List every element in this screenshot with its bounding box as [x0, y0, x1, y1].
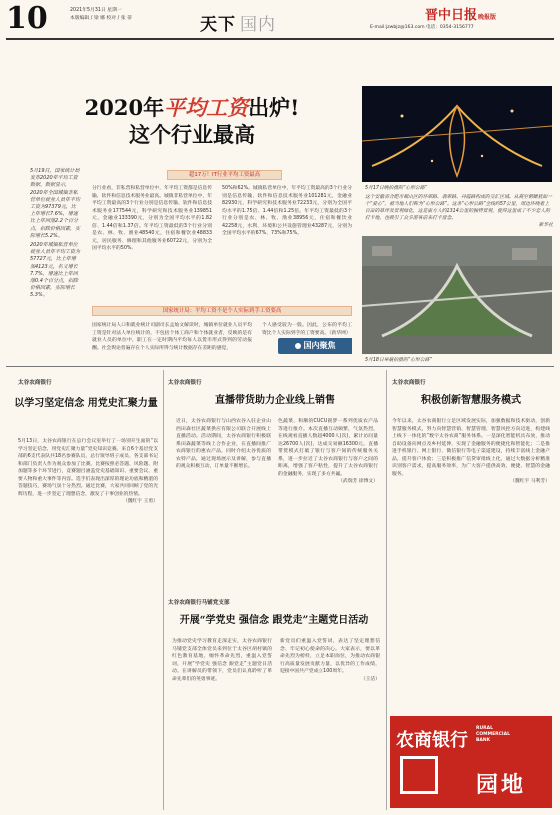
bank-name-en: [476, 726, 510, 744]
article3-body-a: 为推动党史学习教育走深走实，太谷农商银行马铺党支部全体党员来到位于太谷区胡村镇的红色教育基地，缅怀革命先烈，重温入党誓词，开展“学党史 强信念 跟党走”主题党日活动。在讲解员的带领下，党员们认真聆听了革命先辈们的英勇事迹。: [172, 639, 272, 682]
logo-suffix: 晚报版: [478, 14, 497, 21]
article1-byline: （魏红宇 王勇）: [122, 499, 158, 504]
article3-title: 开展“学党史 强信念 跟党走”主题党日活动: [179, 615, 369, 626]
article3-tag: 太谷农商银行马铺党支部: [168, 600, 230, 606]
subhead-stats-bureau: 国家统计局：平均工资不是个人实际到手工资要高: [92, 306, 352, 316]
photo-note: [365, 194, 553, 229]
day-aerial-photo: [362, 236, 552, 354]
article2-body-a: 近日，太谷农商银行与山西农谷入驻企业山西田森社区蔬菜供应有限公司联合开展线上直播活动。活动期间，太谷农商银行积极联系田森蔬菜等线上合作企业，在直播间推广农商银行的惠农产品，同时介绍太谷优质的农特产品，通过现场展示及讲解，参与直播的观众积极互动，订单量不断增长。: [176, 419, 271, 469]
bank-en-1: RURAL: [476, 726, 493, 731]
article4-body: [392, 418, 550, 486]
article1-title: 以学习坚定信念 用党史汇聚力量: [14, 398, 158, 409]
section-main: 天下: [200, 15, 236, 35]
column-divider: [163, 370, 164, 810]
contact-line: E-mail:jzwbjz@163.com 电话：0354-3156777: [370, 25, 474, 30]
article1-body: [18, 438, 158, 506]
day-road-image: [362, 236, 552, 354]
rural-bank-garden-logo: [390, 716, 552, 808]
badge-label: 国内聚焦: [303, 341, 336, 350]
article4-tag: 太谷农商银行: [392, 380, 426, 386]
editor-line: 本版编辑 / 梁 娜 校对 / 张 蒂: [70, 16, 132, 21]
headline-highlight: 平均工资: [164, 95, 249, 120]
logo-text: 晋中日报: [425, 8, 478, 23]
article1-tag: 太谷农商银行: [18, 380, 52, 386]
bank-en-2: COMMERCIAL: [476, 732, 510, 737]
article3-byline: （王洁）: [360, 676, 380, 682]
article2-byline: （武瑞芳 徐博文）: [338, 479, 378, 484]
text-column: 分行业看，非私营和私营单位中，年平均工资都是信息传输、软件和信息技术服务业最高。城镇非私营单位中，年平均工资最高的3个行业分别是信息传输、软件和信息技术服务业177544元，科学研究和技术服务业139851元，金融业133390元，分别为全国平均水平的1.82倍、1.44倍和1.37倍。年平均工资最低的3个行业分别是农、林、牧、渔业48540元，住宿和餐饮业48833元，居民服务、修理和其他服务业60722元，分别为全国平均水平的50%、: [92, 186, 212, 251]
article4-text: 今年以来，太谷农商银行立足区域发展实际，加强数据和技术驱动，创新智慧服务模式，努力向智慧营销、智慧管理、智慧风控方向迈进，构建线上线下一体化的“数字太谷农商”服务体系。一是深化智能机具布放，推动自助设备向网点及乡村延伸，实现了金融服务的便捷化和智能化；二是推进手机银行、网上银行、微信银行等电子渠道建设，持续丰富线上金融产品，提升客户体验；三是积极推广信贷审批线上化，通过大数据分析精准识别客户需求，提高服务效率，为广大客户提供高效、便捷、智慧的金融服务。: [392, 419, 550, 477]
article3-body-b: [280, 638, 380, 683]
headline-line2: 这个行业最高: [129, 122, 255, 147]
bank-name-cn: 农商银行: [396, 730, 468, 751]
header-meta: [70, 7, 160, 23]
photo1-caption: 5月17日晚拍摄的“心形公路”: [365, 186, 428, 191]
article3-text: 新党员们重温入党誓词，表达了坚定理想信念、牢记初心使命的决心。大家表示，要以革命先烈为榜样，立足本职岗位，为推动农商银行高质量发展贡献力量，以优异的工作成绩，迎接中国共产党成立100周年。: [280, 639, 380, 674]
night-aerial-photo: [362, 86, 552, 182]
text-column: 个人感受较为一般。因此，公布的平均工资比个人实际到手的工资要高。（新华网）: [262, 323, 352, 336]
bank-en-3: BANK: [476, 738, 491, 743]
lead-paragraph: 5月19日，国家统计局发布2020年平均工资数据。数据显示，2020年全国城镇非私营单位就业人员年平均工资为97379元，比上年增长7.6%，增速比上年回落2.2个百分点，扣除价格因素，实际增长5.2%。: [30, 168, 81, 239]
subhead-it-wages: 超17万！IT行业平均工资最高: [167, 170, 282, 180]
article1-text: 5月13日，太谷农商银行在总行会议室举行了一场别开生面的“以学习坚定信念，用党史汇聚力量”党史知识竞赛。来自6个基层党支部的6支代表队共18名参赛队员，总行领导班子成员、各支部书记和部门负责人作为观众参加了比赛。比赛按照必答题、风险题、附加题等多个环节进行，竞赛题目涵盖党史基础知识、重要会议、重要人物和重大事件等内容。选手们表现出深厚的理论功底和精湛的答题技巧，赛场气氛十分热烈。通过比赛，大家共同回顾了党的光辉历程，进一步坚定了理想信念，激发了干事创业的热情。: [18, 439, 158, 497]
main-headline: [22, 94, 362, 148]
date-line: 2021年5月31日 星期一: [70, 8, 122, 13]
page-number: 10: [6, 1, 48, 36]
photo-credit: 新华社: [538, 223, 553, 228]
article2-tag: 太谷农商银行: [168, 380, 202, 386]
article4-byline: （魏红宇 马利芳）: [510, 479, 550, 484]
column-divider: [386, 370, 387, 810]
article2-body-b: [278, 418, 378, 486]
text-column: 国家统计局人口和就业统计司副司长孟灿文解读时，城镇单位就业人员平均工资是针对法人单位统计的，不包括个体工商户和个体就业者，反映的是有就业人员的单位中，职工在一定时期内平均每人以货币形式得到的劳动报酬。社会舆论普遍存在个人实际所得与统计数据存在差距的感觉，: [92, 323, 252, 351]
night-road-image: [362, 86, 552, 182]
article4-title: 积极创新智慧服务模式: [421, 395, 521, 406]
headline-post: 出炉!: [248, 95, 300, 120]
photo-note-text: 这个安徽省合肥市蜀山区的环翠路、翡翠路、丹霞路构成的交汇区域。从高空俯瞰犹如一个“爱心”，被当地人们称为“心形公路”。这条“心形公路”全线约57公里，周边环绕着上百亩的草坪及景观绿化，这是南方人约1314公里的独特景观，使得这里成了不少恋人的打卡地，也吸引了众多游客前来打卡留念。: [365, 195, 553, 221]
newspaper-logo: [425, 4, 496, 23]
headline-pre: 2020年: [84, 95, 165, 120]
badge-dot-icon: [295, 343, 301, 349]
header-rule: [6, 38, 554, 40]
article2-title: 直播带货助力企业线上销售: [215, 395, 335, 406]
lead-paragraph: 2020年城镇私营单位就业人员年平均工资为57727元，比上年增加4123元，名义增长7.7%，增速比上年回落0.4个百分点，扣除价格因素，实际增长5.3%。: [30, 242, 81, 299]
domestic-focus-badge: [278, 338, 352, 354]
text-column: 50%和62%。城镇私营单位中，年平均工资最高的3个行业分别是信息传输、软件和信息技术服务业101281元，金融业82930元，科学研究和技术服务业72233元，分别为全国平均水平的1.75倍、1.44倍和1.25倍。年平均工资最低的3个行业分别是农、林、牧、渔业38956元，住宿和餐饮业42258元，水利、环境和公共设施管理业43287元，分别为全国平均水平的67%、73%和75%。: [222, 186, 352, 236]
bank-emblem-icon: [400, 756, 438, 794]
section-divider: [6, 366, 554, 367]
article2-text: 色蔬菜、和顺的CUCU圆梦一系列优质农产品等进行推介。本次直播互动频繁，气氛热烈，在线观看直播人数超4000人(次)，累计访问量达26700人(次)，达成交易额16300元。直播带货模式打破了银行与客户间的传统服务关系，进一步拉近了太谷农商银行与客户之间的距离，增强了客户粘性，提升了太谷农商银行的金融服务，实现了多方共赢。: [278, 419, 378, 477]
lead-column: [30, 168, 80, 302]
photo2-caption: 5月18日早晨拍摄的“心形公路”: [365, 358, 432, 363]
garden-label: 园地: [476, 772, 527, 798]
section-title: [200, 10, 276, 35]
section-sub: 国内: [240, 15, 276, 35]
